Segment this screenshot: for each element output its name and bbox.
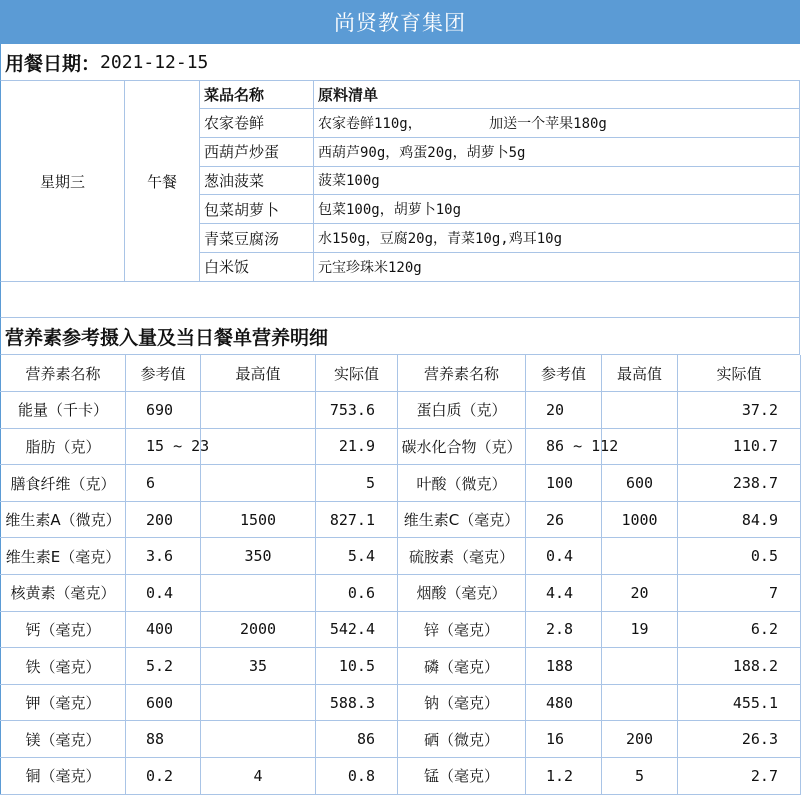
table-row — [1, 684, 801, 721]
actual-value: 6.2 — [678, 611, 801, 648]
dish-name-header: 菜品名称 — [200, 81, 314, 109]
actual-value: 455.1 — [678, 684, 801, 721]
reference-value-header: 参考值 — [126, 355, 201, 392]
reference-value: 4.4 — [526, 575, 602, 612]
actual-value: 0.8 — [316, 758, 398, 795]
nutrient-name: 维生素A（微克） — [1, 501, 126, 538]
actual-value: 7 — [678, 575, 801, 612]
dish-name: 西葫芦炒蛋 — [200, 138, 314, 167]
table-row — [1, 392, 801, 429]
max-value: 1000 — [602, 501, 678, 538]
reference-value: 100 — [526, 465, 602, 502]
actual-value-header: 实际值 — [678, 355, 801, 392]
table-row — [1, 575, 801, 612]
actual-value: 10.5 — [316, 648, 398, 685]
reference-value: 86 ~ 112 — [526, 428, 602, 465]
max-value: 600 — [602, 465, 678, 502]
nutrient-name: 叶酸（微克） — [398, 465, 526, 502]
reference-value: 88 — [126, 721, 201, 758]
nutrient-name: 能量（千卡） — [1, 392, 126, 429]
actual-value: 21.9 — [316, 428, 398, 465]
actual-value: 0.5 — [678, 538, 801, 575]
dish-ingredients: 菠菜100g — [314, 167, 800, 196]
actual-value: 5 — [316, 465, 398, 502]
reference-value: 600 — [126, 684, 201, 721]
reference-value: 15 ~ 23 — [126, 428, 201, 465]
max-value: 200 — [602, 721, 678, 758]
actual-value: 753.6 — [316, 392, 398, 429]
weekday-cell: 星期三 — [0, 81, 125, 282]
actual-value: 0.6 — [316, 575, 398, 612]
nutrient-name: 镁（毫克） — [1, 721, 126, 758]
max-value: 4 — [201, 758, 316, 795]
actual-value: 542.4 — [316, 611, 398, 648]
max-value: 35 — [201, 648, 316, 685]
max-value-header: 最高值 — [602, 355, 678, 392]
actual-value: 5.4 — [316, 538, 398, 575]
max-value: 1500 — [201, 501, 316, 538]
nutrient-name: 钠（毫克） — [398, 684, 526, 721]
actual-value: 86 — [316, 721, 398, 758]
meal-date-label: 用餐日期： — [5, 52, 101, 75]
nutrition-header-row — [1, 355, 801, 392]
max-value-header: 最高值 — [201, 355, 316, 392]
nutrient-name: 碳水化合物（克） — [398, 428, 526, 465]
reference-value: 26 — [526, 501, 602, 538]
nutrient-name: 锌（毫克） — [398, 611, 526, 648]
nutrient-name: 烟酸（毫克） — [398, 575, 526, 612]
dish-name: 包菜胡萝卜 — [200, 195, 314, 224]
table-row — [1, 758, 801, 795]
max-value — [201, 684, 316, 721]
blank-row — [0, 282, 800, 318]
max-value — [201, 465, 316, 502]
actual-value: 26.3 — [678, 721, 801, 758]
meal-date-value: 2021-12-15 — [100, 51, 209, 73]
meal-date-row — [0, 44, 800, 81]
table-row — [1, 648, 801, 685]
dish-ingredients: 元宝珍珠米120g — [314, 253, 800, 282]
reference-value: 20 — [526, 392, 602, 429]
nutrient-name: 硒（微克） — [398, 721, 526, 758]
dish-ingredients: 农家卷鲜110g， 加送一个苹果180g — [314, 109, 800, 138]
nutrient-name: 硫胺素（毫克） — [398, 538, 526, 575]
dish-ingredients: 西葫芦90g，鸡蛋20g，胡萝卜5g — [314, 138, 800, 167]
nutrient-name: 膳食纤维（克） — [1, 465, 126, 502]
nutrient-name: 脂肪（克） — [1, 428, 126, 465]
reference-value: 188 — [526, 648, 602, 685]
actual-value: 2.7 — [678, 758, 801, 795]
nutrient-name: 核黄素（毫克） — [1, 575, 126, 612]
table-row — [1, 501, 801, 538]
dish-ingredients: 包菜100g，胡萝卜10g — [314, 195, 800, 224]
meal-type-cell: 午餐 — [125, 81, 200, 282]
max-value — [201, 392, 316, 429]
max-value: 2000 — [201, 611, 316, 648]
table-row — [1, 538, 801, 575]
dish-ingredients: 水150g，豆腐20g，青菜10g,鸡耳10g — [314, 224, 800, 253]
reference-value: 480 — [526, 684, 602, 721]
max-value — [602, 538, 678, 575]
reference-value: 6 — [126, 465, 201, 502]
reference-value: 0.4 — [126, 575, 201, 612]
reference-value: 3.6 — [126, 538, 201, 575]
actual-value: 37.2 — [678, 392, 801, 429]
max-value: 5 — [602, 758, 678, 795]
reference-value: 16 — [526, 721, 602, 758]
menu-block — [0, 81, 800, 282]
max-value — [201, 575, 316, 612]
reference-value: 0.4 — [526, 538, 602, 575]
max-value — [201, 721, 316, 758]
nutrient-name: 维生素E（毫克） — [1, 538, 126, 575]
nutrition-section-title: 营养素参考摄入量及当日餐单营养明细 — [0, 318, 800, 355]
reference-value: 400 — [126, 611, 201, 648]
nutrient-name: 蛋白质（克） — [398, 392, 526, 429]
table-row — [1, 721, 801, 758]
reference-value: 0.2 — [126, 758, 201, 795]
table-row — [1, 611, 801, 648]
dish-name: 农家卷鲜 — [200, 109, 314, 138]
actual-value: 110.7 — [678, 428, 801, 465]
dish-name: 葱油菠菜 — [200, 167, 314, 196]
page-title: 尚贤教育集团 — [0, 0, 800, 44]
max-value — [602, 392, 678, 429]
nutrient-name: 磷（毫克） — [398, 648, 526, 685]
actual-value: 588.3 — [316, 684, 398, 721]
max-value: 19 — [602, 611, 678, 648]
max-value — [602, 648, 678, 685]
nutrient-name-header: 营养素名称 — [1, 355, 126, 392]
table-row — [1, 428, 801, 465]
reference-value: 690 — [126, 392, 201, 429]
max-value — [602, 684, 678, 721]
actual-value: 84.9 — [678, 501, 801, 538]
actual-value: 827.1 — [316, 501, 398, 538]
nutrient-name: 钾（毫克） — [1, 684, 126, 721]
reference-value-header: 参考值 — [526, 355, 602, 392]
actual-value-header: 实际值 — [316, 355, 398, 392]
ingredients-header: 原料清单 — [314, 81, 800, 109]
nutrient-name: 钙（毫克） — [1, 611, 126, 648]
reference-value: 1.2 — [526, 758, 602, 795]
reference-value: 5.2 — [126, 648, 201, 685]
dish-name: 白米饭 — [200, 253, 314, 282]
nutrient-name: 维生素C（毫克） — [398, 501, 526, 538]
dish-name: 青菜豆腐汤 — [200, 224, 314, 253]
actual-value: 238.7 — [678, 465, 801, 502]
table-row — [1, 465, 801, 502]
nutrient-name-header: 营养素名称 — [398, 355, 526, 392]
reference-value: 200 — [126, 501, 201, 538]
nutrition-table — [0, 355, 801, 795]
nutrient-name: 锰（毫克） — [398, 758, 526, 795]
nutrient-name: 铜（毫克） — [1, 758, 126, 795]
actual-value: 188.2 — [678, 648, 801, 685]
reference-value: 2.8 — [526, 611, 602, 648]
max-value: 20 — [602, 575, 678, 612]
max-value: 350 — [201, 538, 316, 575]
nutrient-name: 铁（毫克） — [1, 648, 126, 685]
max-value — [201, 428, 316, 465]
